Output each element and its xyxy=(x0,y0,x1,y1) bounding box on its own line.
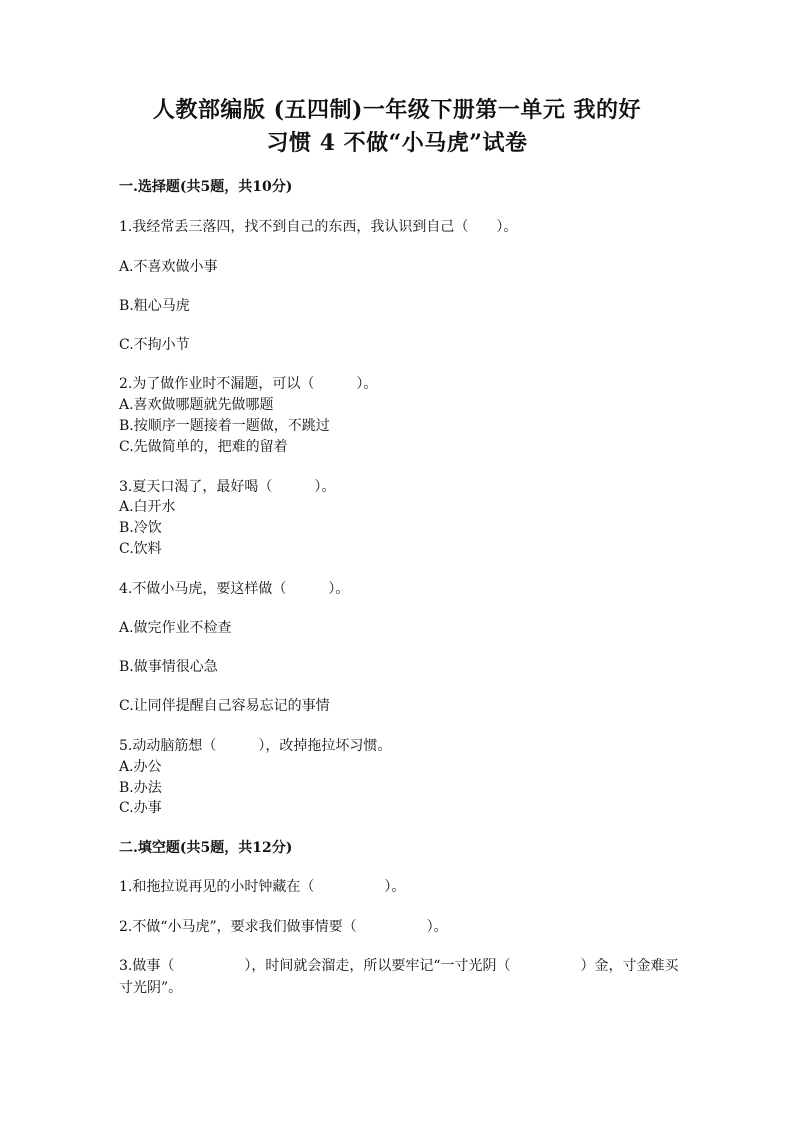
fill-question: 3.做事（ ），时间就会溜走，所以要牢记“一寸光阴（ ）金，寸金难买寸光阴”。 xyxy=(119,958,679,996)
section-heading-choice: 一.选择题(共5题，共10分) xyxy=(119,179,293,195)
option: C.不拘小节 xyxy=(119,337,190,353)
option: C.办事 xyxy=(119,800,162,816)
option: B.冷饮 xyxy=(119,520,162,536)
option: C.先做简单的，把难的留着 xyxy=(119,439,288,455)
fill-question: 2.不做“小马虎”，要求我们做事情要（ ）。 xyxy=(119,919,448,935)
option: A.白开水 xyxy=(119,499,176,515)
option: C.饮料 xyxy=(119,541,162,557)
question-stem: 2.为了做作业时不漏题，可以（ ）。 xyxy=(119,376,378,392)
document-title xyxy=(100,94,694,160)
section-heading-fill: 二.填空题(共5题，共12分) xyxy=(119,840,293,856)
option: B.粗心马虎 xyxy=(119,298,190,314)
question-stem: 4.不做小马虎，要这样做（ ）。 xyxy=(119,581,350,597)
option: B.做事情很心急 xyxy=(119,659,218,675)
option: A.办公 xyxy=(119,759,162,775)
fill-question: 1.和拖拉说再见的小时钟藏在（ ）。 xyxy=(119,879,406,895)
question-stem: 5.动动脑筋想（ ），改掉拖拉坏习惯。 xyxy=(119,738,392,754)
question-stem: 3.夏天口渴了，最好喝（ ）。 xyxy=(119,479,336,495)
question-stem: 1.我经常丢三落四，找不到自己的东西，我认识到自己（ ）。 xyxy=(119,219,518,235)
option: B.办法 xyxy=(119,780,162,796)
option: A.不喜欢做小事 xyxy=(119,259,218,275)
option: C.让同伴提醒自己容易忘记的事情 xyxy=(119,698,330,714)
option: A.喜欢做哪题就先做哪题 xyxy=(119,397,274,413)
option: B.按顺序一题接着一题做，不跳过 xyxy=(119,418,330,434)
option: A.做完作业不检查 xyxy=(119,620,232,636)
title-line-1: 人教部编版 (五四制)一年级下册第一单元 我的好 xyxy=(152,97,642,123)
title-line-2: 习惯 4 不做“小马虎”试卷 xyxy=(266,130,528,156)
